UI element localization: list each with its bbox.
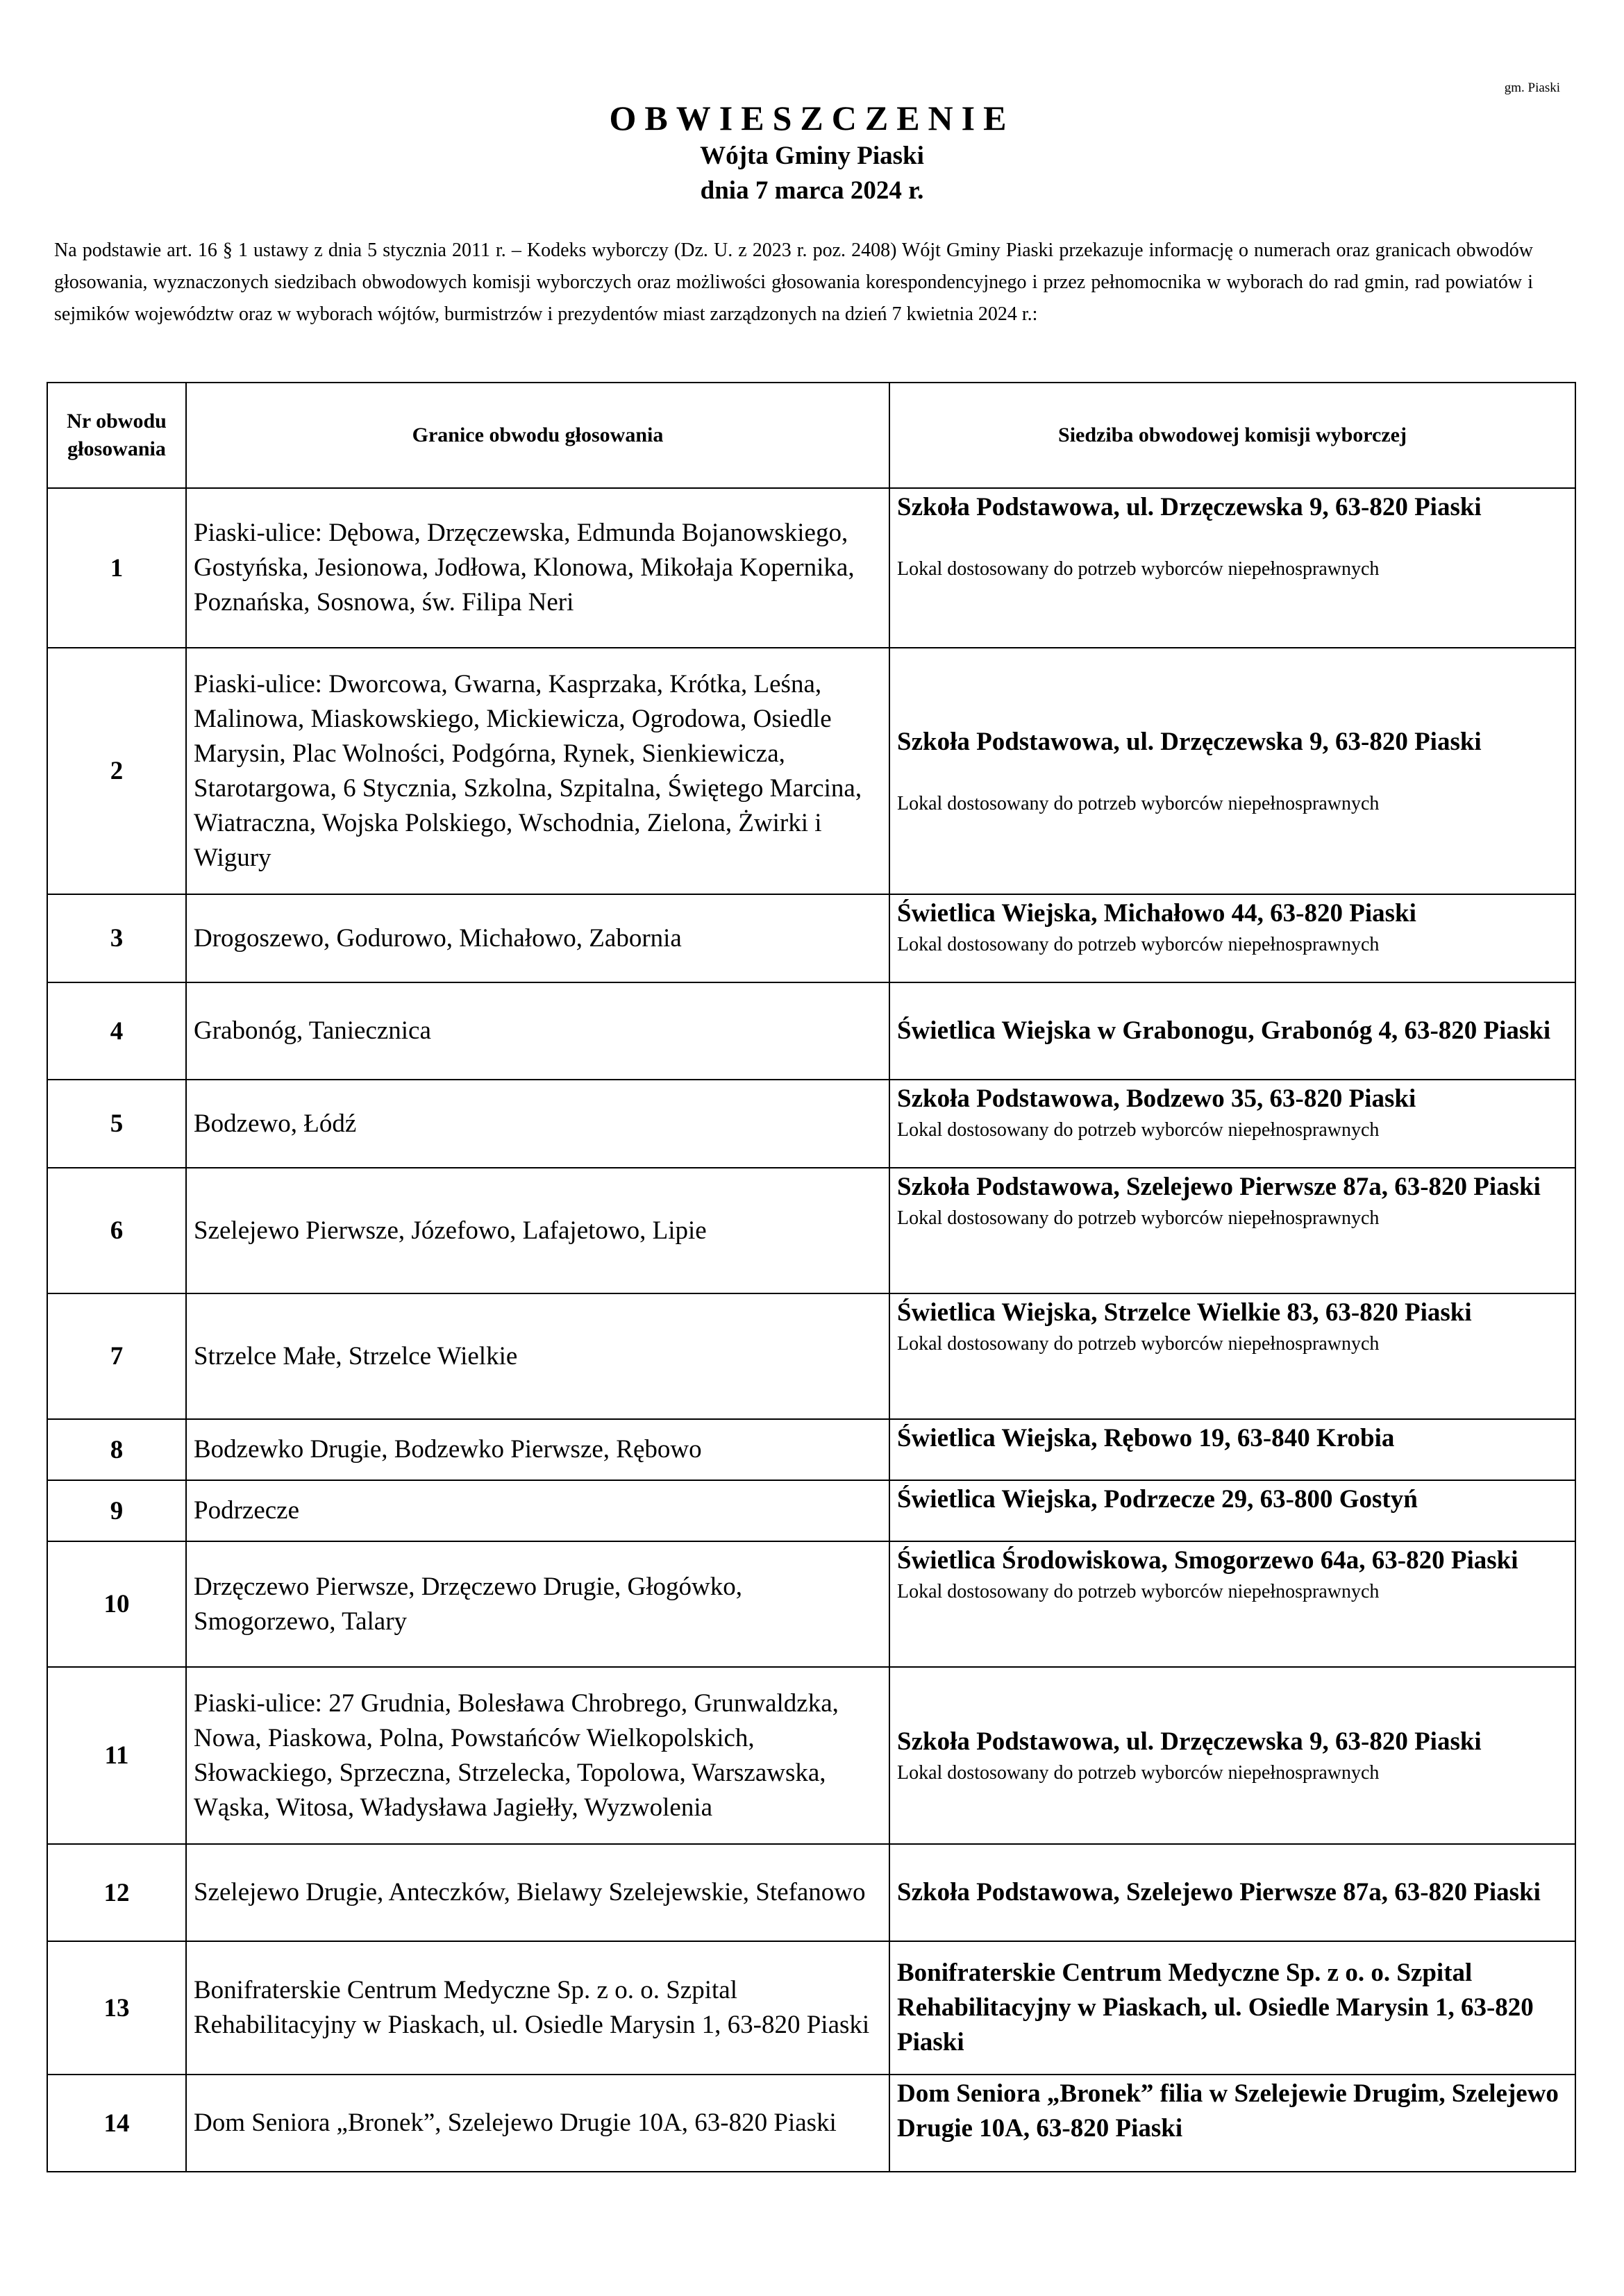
table-row <box>47 1667 1575 1844</box>
table-row <box>47 982 1575 1080</box>
table-row <box>47 1480 1575 1541</box>
intro-paragraph: Na podstawie art. 16 § 1 ustawy z dnia 5 stycznia 2011 r. – Kodeks wyborczy (Dz. U. z 2023 r. poz. 2408) Wójt Gminy Piaski przekazuje informację o numerach oraz granicach obwodów głosowania, wyznaczonych siedzibach obwodowych komisji wyborczych oraz możliwości głosowania korespondencyjnego i przez pełnomocnika w wyborach do rad gmin, rad powiatów i sejmików województw oraz w wyborach wójtów, burmistrzów i prezydentów miast zarządzonych na dzień 7 kwietnia 2024 r.: <box>54 240 1533 325</box>
district-bounds: Strzelce Małe, Strzelce Wielkie <box>186 1293 889 1419</box>
district-seat <box>889 488 1575 648</box>
district-bounds: Piaski-ulice: 27 Grudnia, Bolesława Chrobrego, Grunwaldzka, Nowa, Piaskowa, Polna, Powstańców Wielkopolskich, Słowackiego, Sprzeczna, Strzelecka, Topolowa, Warszawska, Wąska, Witosa, Władysława Jagiełły, Wyzwolenia <box>186 1667 889 1844</box>
table-row <box>47 1844 1575 1941</box>
accessibility-note: Lokal dostosowany do potrzeb wyborców niepełnosprawnych <box>897 1119 1380 1141</box>
district-seat <box>889 1080 1575 1168</box>
seat-address: Szkoła Podstawowa, Bodzewo 35, 63-820 Piaski <box>897 1084 1416 1113</box>
district-bounds: Drzęczewo Pierwsze, Drzęczewo Drugie, Głogówko, Smogorzewo, Talary <box>186 1541 889 1667</box>
header-nr: Nr obwodu głosowania <box>47 383 186 488</box>
district-seat <box>889 1419 1575 1480</box>
district-number: 2 <box>47 648 186 894</box>
district-seat <box>889 894 1575 982</box>
district-bounds: Szelejewo Drugie, Anteczków, Bielawy Szelejewskie, Stefanowo <box>186 1844 889 1941</box>
document-date: dnia 7 marca 2024 r. <box>700 176 924 205</box>
district-number: 1 <box>47 488 186 648</box>
table-row <box>47 1293 1575 1419</box>
seat-address: Świetlica Wiejska, Michałowo 44, 63-820 Piaski <box>897 899 1416 928</box>
table-row <box>47 894 1575 982</box>
district-bounds: Bodzewko Drugie, Bodzewko Pierwsze, Rębowo <box>186 1419 889 1480</box>
district-bounds: Piaski-ulice: Dębowa, Drzęczewska, Edmunda Bojanowskiego, Gostyńska, Jesionowa, Jodłowa, Klonowa, Mikołaja Kopernika, Poznańska, Sosnowa, św. Filipa Neri <box>186 488 889 648</box>
table-row <box>47 648 1575 894</box>
accessibility-note: Lokal dostosowany do potrzeb wyborców niepełnosprawnych <box>897 934 1380 955</box>
district-seat <box>889 1667 1575 1844</box>
seat-address: Świetlica Wiejska w Grabonogu, Grabonóg 4, 63-820 Piaski <box>897 1016 1551 1045</box>
district-seat <box>889 2075 1575 2172</box>
district-bounds: Grabonóg, Taniecznica <box>186 982 889 1080</box>
accessibility-note: Lokal dostosowany do potrzeb wyborców niepełnosprawnych <box>897 1581 1380 1602</box>
table-row <box>47 1541 1575 1667</box>
district-number: 9 <box>47 1480 186 1541</box>
seat-address: Świetlica Środowiskowa, Smogorzewo 64a, 63-820 Piaski <box>897 1546 1518 1575</box>
district-number: 5 <box>47 1080 186 1168</box>
seat-address: Szkoła Podstawowa, Szelejewo Pierwsze 87a, 63-820 Piaski <box>897 1878 1541 1907</box>
municipality-label: gm. Piaski <box>1504 81 1560 95</box>
district-bounds: Bonifraterskie Centrum Medyczne Sp. z o. o. Szpital Rehabilitacyjny w Piaskach, ul. Osiedle Marysin 1, 63-820 Piaski <box>186 1941 889 2075</box>
district-bounds: Dom Seniora „Bronek”, Szelejewo Drugie 10A, 63-820 Piaski <box>186 2075 889 2172</box>
district-number: 4 <box>47 982 186 1080</box>
seat-address: Świetlica Wiejska, Strzelce Wielkie 83, 63-820 Piaski <box>897 1298 1472 1327</box>
district-number: 10 <box>47 1541 186 1667</box>
seat-address: Świetlica Wiejska, Podrzecze 29, 63-800 Gostyń <box>897 1485 1418 1514</box>
district-seat <box>889 1844 1575 1941</box>
accessibility-note: Lokal dostosowany do potrzeb wyborców niepełnosprawnych <box>897 1333 1380 1355</box>
table-row <box>47 1080 1575 1168</box>
seat-address: Szkoła Podstawowa, ul. Drzęczewska 9, 63-820 Piaski <box>897 493 1482 521</box>
district-number: 8 <box>47 1419 186 1480</box>
district-seat <box>889 1168 1575 1293</box>
accessibility-note: Lokal dostosowany do potrzeb wyborców niepełnosprawnych <box>897 792 1380 814</box>
district-bounds: Podrzecze <box>186 1480 889 1541</box>
table-header-row <box>47 383 1575 488</box>
seat-address: Szkoła Podstawowa, ul. Drzęczewska 9, 63-820 Piaski <box>897 1727 1482 1756</box>
header-bounds: Granice obwodu głosowania <box>186 383 889 488</box>
district-number: 13 <box>47 1941 186 2075</box>
seat-address: Bonifraterskie Centrum Medyczne Sp. z o. o. Szpital Rehabilitacyjny w Piaskach, ul. Osiedle Marysin 1, 63-820 Piaski <box>897 1959 1534 2056</box>
seat-address: Szkoła Podstawowa, ul. Drzęczewska 9, 63-820 Piaski <box>897 727 1482 756</box>
accessibility-note: Lokal dostosowany do potrzeb wyborców niepełnosprawnych <box>897 558 1380 580</box>
accessibility-note: Lokal dostosowany do potrzeb wyborców niepełnosprawnych <box>897 1761 1380 1784</box>
district-bounds: Piaski-ulice: Dworcowa, Gwarna, Kasprzaka, Krótka, Leśna, Malinowa, Miaskowskiego, Mickiewicza, Ogrodowa, Osiedle Marysin, Plac Wolności, Podgórna, Rynek, Sienkiewicza, Starotargowa, 6 Stycznia, Szkolna, Szpitalna, Świętego Marcina, Wiatraczna, Wojska Polskiego, Wschodnia, Zielona, Żwirki i Wigury <box>186 648 889 894</box>
seat-address: Dom Seniora „Bronek” filia w Szelejewie Drugim, Szelejewo Drugie 10A, 63-820 Piaski <box>897 2079 1559 2143</box>
table-row <box>47 1419 1575 1480</box>
document-title: OBWIESZCZENIE <box>609 99 1015 137</box>
header-seat: Siedziba obwodowej komisji wyborczej <box>889 383 1575 488</box>
district-seat <box>889 1480 1575 1541</box>
district-bounds: Szelejewo Pierwsze, Józefowo, Lafajetowo, Lipie <box>186 1168 889 1293</box>
district-seat <box>889 1541 1575 1667</box>
district-bounds: Bodzewo, Łódź <box>186 1080 889 1168</box>
accessibility-note: Lokal dostosowany do potrzeb wyborców niepełnosprawnych <box>897 1207 1380 1229</box>
table-row <box>47 1941 1575 2075</box>
districts-table <box>47 382 1576 2172</box>
district-number: 3 <box>47 894 186 982</box>
district-seat <box>889 982 1575 1080</box>
district-number: 14 <box>47 2075 186 2172</box>
table-row <box>47 1168 1575 1293</box>
district-bounds: Drogoszewo, Godurowo, Michałowo, Zabornia <box>186 894 889 982</box>
district-seat <box>889 1293 1575 1419</box>
document-issuer: Wójta Gminy Piaski <box>700 142 924 170</box>
district-number: 6 <box>47 1168 186 1293</box>
district-number: 12 <box>47 1844 186 1941</box>
document-header <box>0 97 1624 208</box>
district-seat <box>889 1941 1575 2075</box>
table-row <box>47 2075 1575 2172</box>
district-number: 11 <box>47 1667 186 1844</box>
table-row <box>47 488 1575 648</box>
district-number: 7 <box>47 1293 186 1419</box>
seat-address: Szkoła Podstawowa, Szelejewo Pierwsze 87a, 63-820 Piaski <box>897 1173 1541 1201</box>
seat-address: Świetlica Wiejska, Rębowo 19, 63-840 Krobia <box>897 1424 1395 1452</box>
district-seat <box>889 648 1575 894</box>
